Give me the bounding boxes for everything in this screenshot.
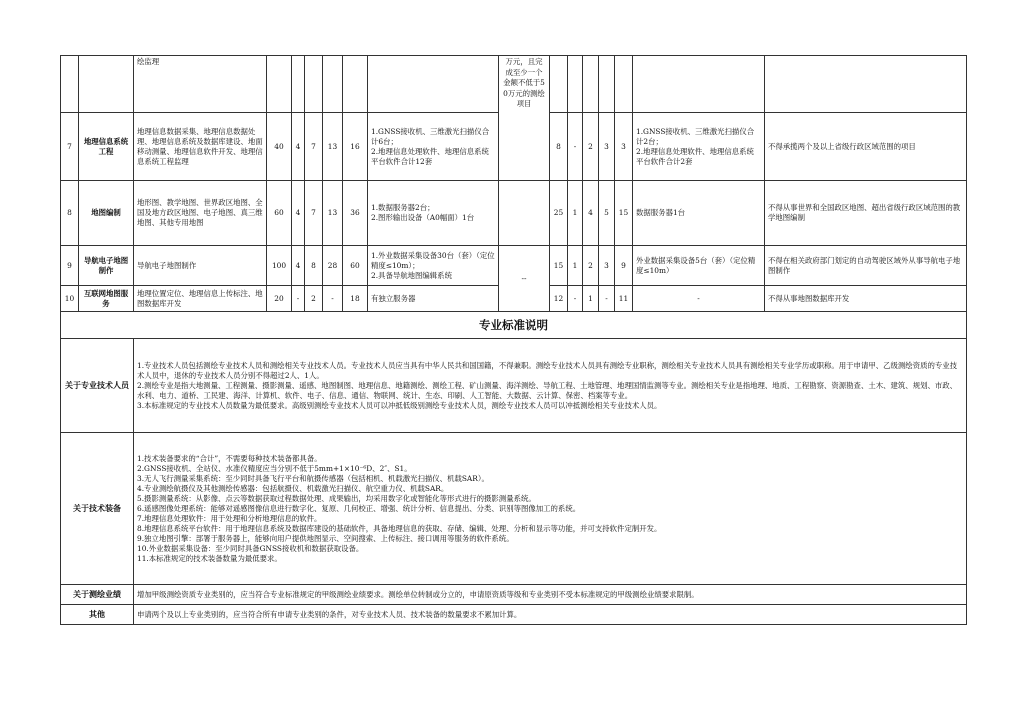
count-cell: - xyxy=(292,286,305,312)
notes-label: 其他 xyxy=(61,605,134,625)
document-page xyxy=(60,55,966,625)
count-cell: 16 xyxy=(343,113,368,181)
table-row xyxy=(61,181,967,246)
note-line: 申请两个及以上专业类别的，应当符合所有申请专业类别的条件，对专业技术人员、技术装备的数量要求不累加计算。 xyxy=(137,609,522,619)
count-cell: 1 xyxy=(568,181,583,246)
count-cell: 3 xyxy=(599,113,615,181)
note-line: 3.无人飞行测量采集系统：至少同时具备飞行平台和航摄传感器（包括相机、机载激光扫描仪、机载SAR）。 xyxy=(137,473,489,483)
note-line: 10.外业数据采集设备：至少同时具备GNSS接收机和数据获取设备。 xyxy=(137,543,364,553)
scope-cell: 绘监理 xyxy=(134,56,267,113)
count-cell: 9 xyxy=(615,246,633,286)
note-line: 增加甲级测绘资质专业类别的，应当符合专业标准规定的甲级测绘业绩要求。测绘单位转制或分立的，申请原资质等级和专业类别不受本标准规定的甲级测绘业绩要求限制。 xyxy=(137,589,699,599)
count-cell: 4 xyxy=(583,181,599,246)
note-line: 5.摄影测量系统：从影像、点云等数据获取过程数据处理、成果输出，均采用数字化或智能化等形式进行的摄影测量系统。 xyxy=(137,493,536,503)
note-line: 8.地理信息系统平台软件：用于地理信息系统及数据库建设的基础软件，具备地理信息的获取、存储、编辑、处理、分析和显示等功能，并可支持软件定制开发。 xyxy=(137,523,662,533)
count-cell: 15 xyxy=(550,246,568,286)
performance-note: 万元，且完成至少一个金额不低于50万元的测绘项目 xyxy=(499,56,550,181)
notes-content xyxy=(134,585,967,605)
count-cell: 60 xyxy=(267,181,292,246)
equipment-cell: - xyxy=(633,286,765,312)
count-cell: 4 xyxy=(292,181,305,246)
count-cell: 7 xyxy=(305,181,323,246)
count-cell: 7 xyxy=(305,113,323,181)
count-cell: 1 xyxy=(583,286,599,312)
scope-cell: 导航电子地图制作 xyxy=(134,246,267,286)
row-number: 7 xyxy=(61,113,79,181)
count-cell: 13 xyxy=(323,181,343,246)
count-cell: 1 xyxy=(568,246,583,286)
count-cell: 28 xyxy=(323,246,343,286)
scope-cell: 地理位置定位、地理信息上传标注、地图数据库开发 xyxy=(134,286,267,312)
row-number: 10 xyxy=(61,286,79,312)
note-line: 1.技术装备要求的“合计”，不需要每种技术装备都具备。 xyxy=(137,453,322,463)
table-row xyxy=(61,56,967,113)
scope-cell: 地理信息数据采集、地理信息数据处理、地理信息系统及数据库建设、地面移动测量、地理信息软件开发、地理信息系统工程监理 xyxy=(134,113,267,181)
count-cell: - xyxy=(323,286,343,312)
count-cell: 15 xyxy=(615,181,633,246)
note-line: 7.地理信息处理软件：用于处理和分析地理信息的软件。 xyxy=(137,513,322,523)
row-number: 9 xyxy=(61,246,79,286)
count-cell: 60 xyxy=(343,246,368,286)
notes-content xyxy=(134,605,967,625)
count-cell: 36 xyxy=(343,181,368,246)
notes-content xyxy=(134,339,967,433)
count-cell: 4 xyxy=(292,246,305,286)
count-cell: 11 xyxy=(615,286,633,312)
category-name: 地理信息系统工程 xyxy=(79,113,134,181)
notes-content xyxy=(134,433,967,585)
note-line: 2.GNSS接收机、全站仪、水准仪精度应当分别不低于5mm+1×10⁻⁶D、2″、S1。 xyxy=(137,463,412,473)
notes-row xyxy=(61,585,967,605)
note-line: 1.专业技术人员包括测绘专业技术人员和测绘相关专业技术人员。专业技术人员应当具有中华人民共和国国籍，不得兼职。测绘专业技术人员具有测绘专业职称，测绘相关专业技术人员具有测绘相关专业学历或职称。用于申请甲、乙级测绘资质的专业技术人员中，退休的专业技术人员分别不得超过2人、1人。 xyxy=(137,360,958,380)
note-line: 6.遥感图像处理系统：能够对遥感图像信息进行数字化、复原、几何校正、增强、统计分析、信息提出、分类、识别等图像加工的系统。 xyxy=(137,503,581,513)
scope-cell: 地形图、教学地图、世界政区地图、全国及地方政区地图、电子地图、真三维地图、其他专用地图 xyxy=(134,181,267,246)
notes-row xyxy=(61,605,967,625)
standards-table xyxy=(60,55,967,625)
note-line: 3.本标准规定的专业技术人员数量为最低要求。高级别测绘专业技术人员可以冲抵低级别测绘专业技术人员，测绘专业技术人员可以冲抵测绘相关专业技术人员。 xyxy=(137,400,662,410)
count-cell: 3 xyxy=(615,113,633,181)
section-heading-row xyxy=(61,312,967,339)
count-cell: 8 xyxy=(550,113,568,181)
equipment-cell: 1.GNSS接收机、三维激光扫描仪合计2台； 2.地理信息处理软件、地理信息系统平台软件合计2套 xyxy=(633,113,765,181)
section-title: 专业标准说明 xyxy=(61,312,967,339)
limit-cell: 不得从事地图数据库开发 xyxy=(765,286,967,312)
category-name: 互联网地图服务 xyxy=(79,286,134,312)
notes-row xyxy=(61,433,967,585)
equipment-cell: 1.GNSS接收机、三维激光扫描仪合计6台； 2.地理信息处理软件、地理信息系统平台软件合计12套 xyxy=(368,113,499,181)
limit-cell: 不得承揽两个及以上省级行政区域范围的项目 xyxy=(765,113,967,181)
notes-row xyxy=(61,339,967,433)
count-cell: 20 xyxy=(267,286,292,312)
count-cell: 40 xyxy=(267,113,292,181)
note-line: 4.专业测绘航摄仪及其他测绘传感器：包括航摄仪、机载激光扫描仪、航空重力仪、机载SAR。 xyxy=(137,483,449,493)
cell-empty xyxy=(79,56,134,113)
performance-cell: -- xyxy=(499,246,550,312)
count-cell: 13 xyxy=(323,113,343,181)
row-number: 8 xyxy=(61,181,79,246)
note-line: 11.本标准规定的技术装备数量为最低要求。 xyxy=(137,553,282,563)
count-cell: - xyxy=(568,286,583,312)
equipment-cell: 1.数据服务器2台； 2.图形输出设备（A0幅面）1台 xyxy=(368,181,499,246)
cell-empty xyxy=(61,56,79,113)
count-cell: - xyxy=(568,113,583,181)
count-cell: 12 xyxy=(550,286,568,312)
limit-cell: 不得从事世界和全国政区地图、超出省级行政区域范围的教学地图编制 xyxy=(765,181,967,246)
note-line: 9.独立地图引擎：部署于服务器上，能够向用户提供地图显示、空间搜索、上传标注、接口调用等服务的软件系统。 xyxy=(137,533,514,543)
count-cell: 100 xyxy=(267,246,292,286)
limit-cell: 不得在相关政府部门划定的自动驾驶区域外从事导航电子地图制作 xyxy=(765,246,967,286)
count-cell: 25 xyxy=(550,181,568,246)
count-cell: - xyxy=(599,286,615,312)
notes-label: 关于测绘业绩 xyxy=(61,585,134,605)
note-line: 2.测绘专业是指大地测量、工程测量、摄影测量、遥感、地图制图、地理信息、地籍测绘、测绘工程、矿山测量、海洋测绘、导航工程、土地管理、地理国情监测等专业。测绘相关专业是指地理、地质、工程勘察、资源勘查、土木、建筑、规划、市政、水利、电力、道桥、工民建、海洋、计算机、软件、电子、信息、通信、物联网、统计、生态、印刷、人工智能、大数据、云计算、保密、档案等专业。 xyxy=(137,380,958,400)
equipment-cell: 有独立服务器 xyxy=(368,286,499,312)
count-cell: 2 xyxy=(305,286,323,312)
notes-label: 关于专业技术人员 xyxy=(61,339,134,433)
notes-label: 关于技术装备 xyxy=(61,433,134,585)
category-name: 导航电子地图制作 xyxy=(79,246,134,286)
equipment-cell: 外业数据采集设备5台（套）（定位精度≤10m） xyxy=(633,246,765,286)
count-cell: 2 xyxy=(583,113,599,181)
category-name: 地图编制 xyxy=(79,181,134,246)
equipment-cell: 数据服务器1台 xyxy=(633,181,765,246)
count-cell: 2 xyxy=(583,246,599,286)
table-row xyxy=(61,246,967,286)
count-cell: 3 xyxy=(599,246,615,286)
equipment-cell: 1.外业数据采集设备30台（套）（定位精度≤10m）； 2.具备导航地图编辑系统 xyxy=(368,246,499,286)
count-cell: 5 xyxy=(599,181,615,246)
count-cell: 18 xyxy=(343,286,368,312)
count-cell: 4 xyxy=(292,113,305,181)
count-cell: 8 xyxy=(305,246,323,286)
